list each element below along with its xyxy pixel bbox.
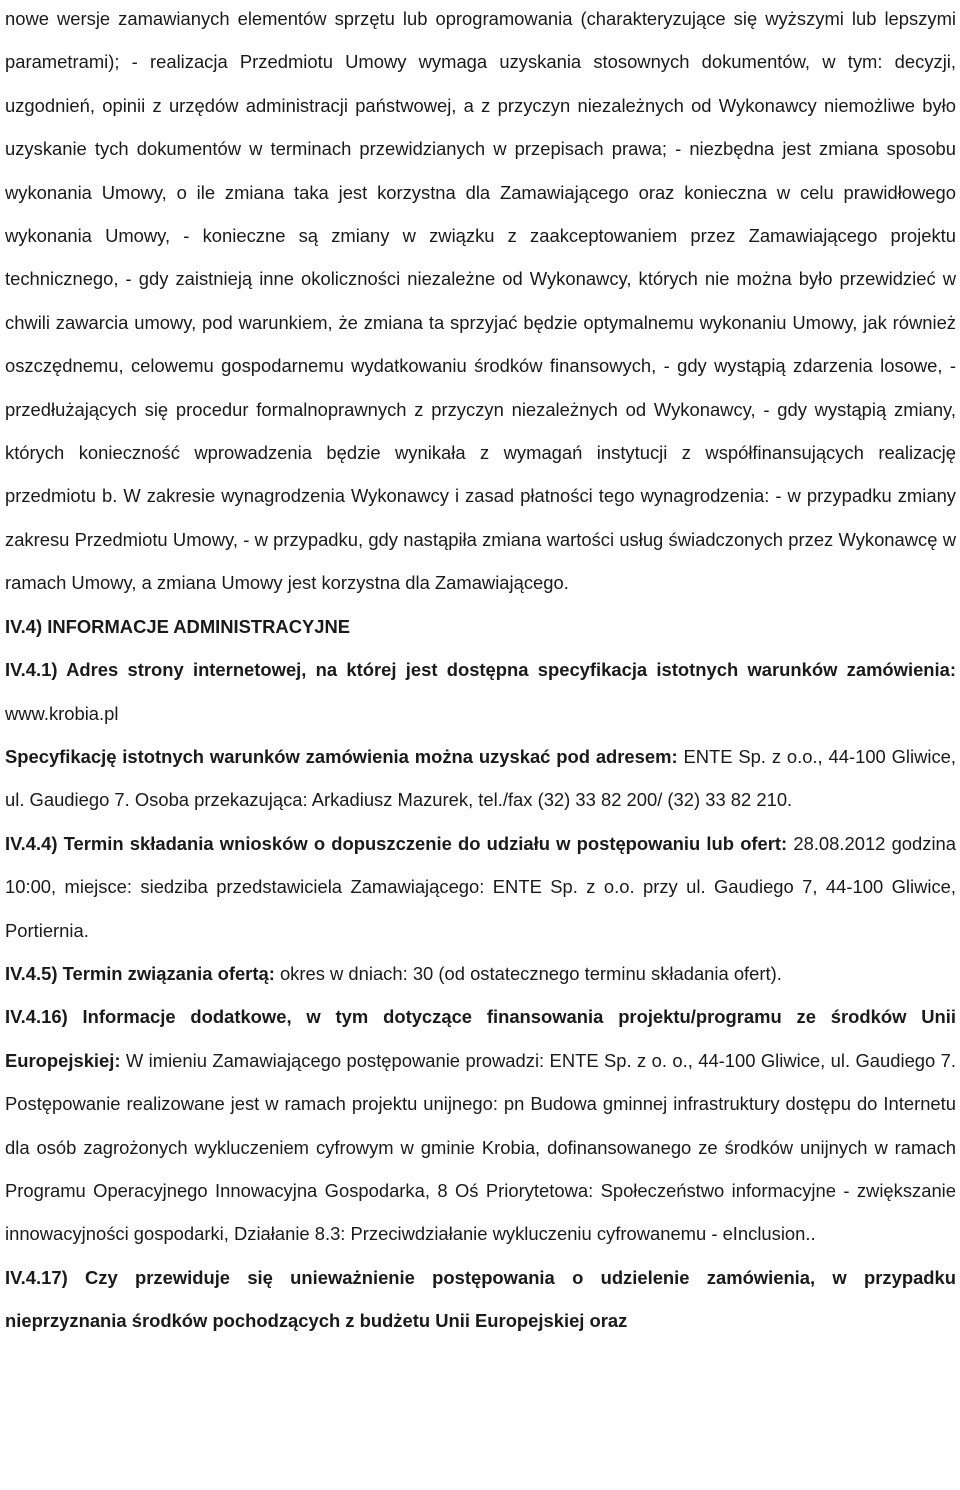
item-iv-4-4-value: 28.08.2012 godzina 10:00, miejsce: siedziba przedstawiciela Zamawiającego: ENTE Sp. z o.o. przy ul. Gaudiego 7, 44-100 Gliwice, Portiernia. [5,832,957,941]
item-iv-4-17-label: IV.4.17) Czy przewiduje się unieważnienie postępowania o udzielenie zamówienia, w przypadku nieprzyznania środków pochodzących z budżetu Unii Europejskiej oraz [5,1266,956,1332]
specification-label: Specyfikację istotnych warunków zamówienia można uzyskać pod adresem: [5,745,678,767]
item-iv-4-4-label: IV.4.4) Termin składania wniosków o dopuszczenie do udziału w postępowaniu lub ofert: [5,832,788,854]
item-iv-4-5-label: IV.4.5) Termin związania ofertą: [5,962,275,984]
item-iv-4-16-value: W imieniu Zamawiającego postępowanie prowadzi: ENTE Sp. z o. o., 44-100 Gliwice, ul. Gaudiego 7. Postępowanie realizowane jest w ramach projektu unijnego: pn Budowa gminnej infrastruktury dostępu do Internetu dla osób zagrożonych wykluczeniem cyfrowym w gminie Krobia, dofinansowanego ze środków unijnych w ramach Programu Operacyjnego Innowacyjna Gospodarka, 8 Oś Priorytetowa: Społeczeństwo informacyjne - zwiększanie innowacyjności gospodarki, Działanie 8.3: Przeciwdziałanie wykluczeniu cyfrowanemu - eInclusion.. [5,1049,956,1245]
item-iv-4-1-label: IV.4.1) Adres strony internetowej, na której jest dostępna specyfikacja istotnych warunków zamówienia: [5,659,956,681]
paragraph-contract-changes: nowe wersje zamawianych elementów sprzętu lub oprogramowania (charakteryzujące się wyższymi lub lepszymi parametrami); - realizacja Przedmiotu Umowy wymaga uzyskania stosownych dokumentów, w tym: decyzji, uzgodnień, opinii z urzędów administracji państwowej, a z przyczyn niezależnych od Wykonawcy niemożliwe było uzyskanie tych dokumentów w terminach przewidzianych w przepisach prawa; - niezbędna jest zmiana sposobu wykonania Umowy, o ile zmiana taka jest korzystna dla Zamawiającego oraz konieczna w celu prawidłowego wykonania Umowy, - konieczne są zmiany w związku z zaakceptowaniem przez Zamawiającego projektu technicznego, - gdy zaistnieją inne okoliczności niezależne od Wykonawcy, których nie można było przewidzieć w chwili zawarcia umowy, pod warunkiem, że zmiana ta sprzyjać będzie optymalnemu wykonaniu Umowy, jak również oszczędnemu, celowemu gospodarnemu wydatkowaniu środków finansowych, - gdy wystąpią zdarzenia losowe, - przedłużających się procedur formalnoprawnych z przyczyn niezależnych od Wykonawcy, - gdy wystąpią zmiany, których konieczność wprowadzenia będzie wynikała z wymagań instytucji z współfinansujących realizację przedmiotu b. W zakresie wynagrodzenia Wykonawcy i zasad płatności tego wynagrodzenia: - w przypadku zmiany zakresu Przedmiotu Umowy, - w przypadku, gdy nastąpiła zmiana wartości usług świadczonych przez Wykonawcę w ramach Umowy, a zmiana Umowy jest korzystna dla Zamawiającego. [5,8,956,594]
item-iv-4-1-value: www.krobia.pl [5,702,119,724]
item-iv-4-1-website [5,648,956,735]
item-iv-4-5-binding-period [5,952,956,995]
section-heading-administrative-info: IV.4) INFORMACJE ADMINISTRACYJNE [5,615,351,637]
item-iv-4-5-value: okres w dniach: 30 (od ostatecznego terminu składania ofert). [274,962,782,984]
item-iv-4-17-cancellation [5,1256,956,1343]
item-specification-address [5,735,956,822]
item-iv-4-16-label: IV.4.16) Informacje dodatkowe, w tym dotyczące finansowania projektu/programu ze środków Unii Europejskiej: [5,1006,956,1071]
specification-value: ENTE Sp. z o.o., 44-100 Gliwice, ul. Gaudiego 7. Osoba przekazująca: Arkadiusz Mazurek, tel./fax (32) 33 82 200/ (32) 33 82 210. [5,745,957,811]
item-iv-4-4-deadline [5,822,956,952]
item-iv-4-16-additional-info [5,995,956,1255]
